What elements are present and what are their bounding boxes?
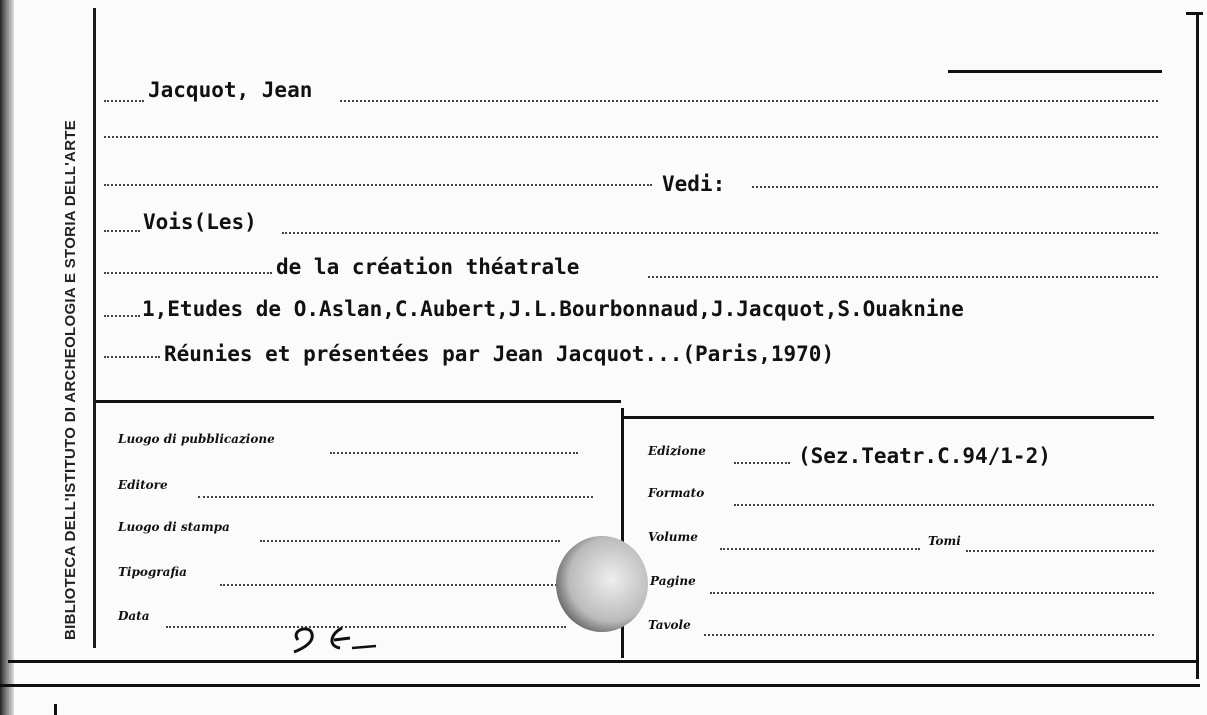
label-typography: Tipografia [118,565,187,579]
rule-line [104,184,652,186]
top-rule [948,70,1162,73]
corner-rule [1186,12,1203,15]
label-plates: Tavole [648,618,691,632]
bottom-rule [8,660,1198,663]
author-name: Jacquot, Jean [148,78,313,102]
label-edition: Edizione [648,444,706,458]
vedi-label: Vedi: [662,172,726,196]
section-divider-left [96,400,621,403]
rule-line [648,276,1158,278]
rule-line [966,550,1154,552]
rule-line [220,584,560,586]
rule-line [282,232,1158,234]
rule-line [104,230,140,232]
label-place-of-printing: Luogo di stampa [118,520,230,534]
library-name: BIBLIOTECA DELL'ISTITUTO DI ARCHEOLOGIA E STORIA DELL'ARTE [62,119,79,640]
label-date: Data [118,609,150,623]
title-line-4: Réunies et présentées par Jean Jacquot...(Paris,1970) [164,342,835,366]
rule-line [198,496,593,498]
rule-line [710,592,1154,594]
rule-line [104,100,144,102]
right-border [1196,14,1199,679]
rule-line [104,136,1158,138]
rule-line [104,315,140,317]
rule-line [330,452,578,454]
rule-line [104,272,272,274]
rule-line [752,186,1158,188]
title-line-2: de la création théatrale [276,255,580,279]
label-pages: Pagine [650,574,696,588]
rule-line [734,462,790,464]
rule-line [340,100,1158,102]
card-spine [0,0,96,660]
rule-line [734,504,1154,506]
rule-line [260,540,560,542]
handwritten-mark [290,618,390,658]
shelf-mark: (Sez.Teatr.C.94/1-2) [798,444,1051,468]
rule-line [704,634,1154,636]
bottom-edge [0,684,1200,687]
label-publisher: Editore [118,478,168,492]
label-tomes: Tomi [928,534,961,548]
label-format: Formato [648,486,705,500]
spine-rule [93,8,96,648]
edge-tick [54,704,57,715]
rule-line [104,356,160,358]
rule-line [720,548,920,550]
label-place-of-publication: Luogo di pubblicazione [118,432,275,446]
label-volume: Volume [648,530,698,544]
section-divider-right [624,416,1154,419]
library-stamp [556,536,648,632]
title-line-1: Vois(Les) [143,210,257,234]
title-line-3: 1,Etudes de O.Aslan,C.Aubert,J.L.Bourbonnaud,J.Jacquot,S.Ouaknine [142,297,964,321]
